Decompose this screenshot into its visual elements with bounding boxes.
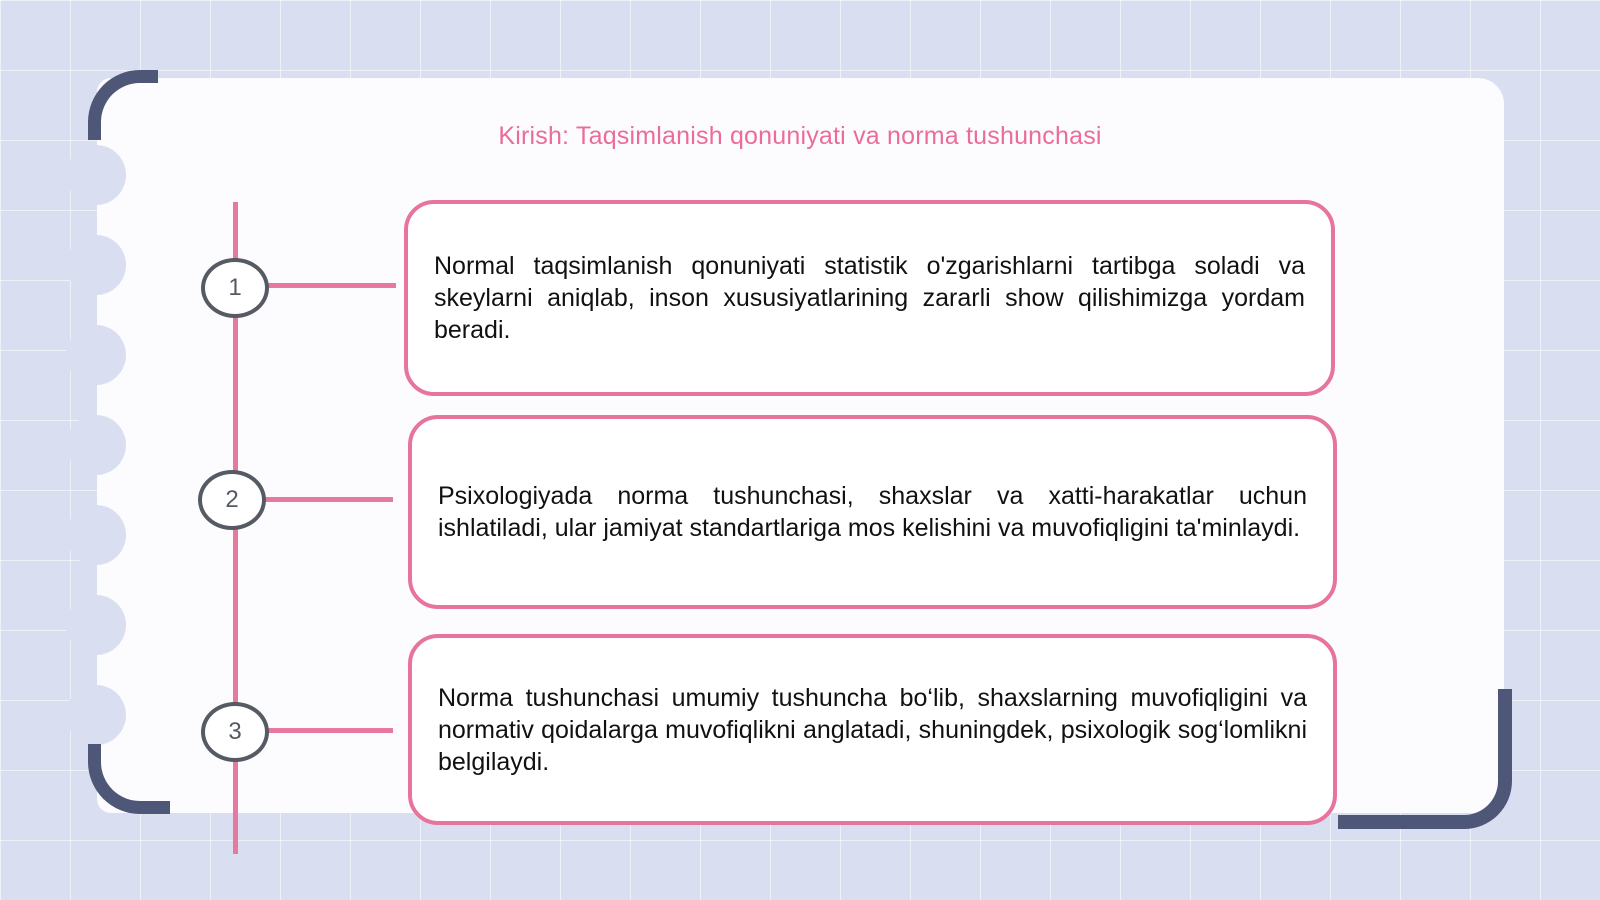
step-card: [404, 200, 1335, 396]
step-text: Normal taqsimlanish qonuniyati statistik o'zgarishlarni tartibga soladi va skeylarni aniqlab, inson xususiyatlarining zararli show qilishimizga yordam beradi.: [434, 252, 1305, 344]
step-connector: [263, 497, 393, 502]
step-card: [408, 634, 1337, 825]
card-edge-notch: [66, 595, 126, 655]
card-edge-notch: [66, 505, 126, 565]
step-connector: [266, 283, 396, 288]
step-number-badge: [201, 258, 269, 318]
step-text: Norma tushunchasi umumiy tushuncha bo‘lib, shaxslarning muvofiqligini va normativ qoidalarga muvofiqlikni anglatadi, shuningdek, psixologik sog‘lomlikni belgilaydi.: [438, 683, 1307, 776]
card-edge-notch: [66, 415, 126, 475]
step-card: [408, 415, 1337, 609]
step-number-badge: [198, 470, 266, 530]
step-text: Psixologiyada norma tushunchasi, shaxslar va xatti-harakatlar uchun ishlatiladi, ular jamiyat standartlariga mos kelishini va muvofiqligini ta'minlaydi.: [438, 482, 1307, 542]
step-number: 1: [228, 274, 242, 301]
card-edge-notch: [66, 235, 126, 295]
step-number: 3: [228, 718, 242, 745]
card-edge-notch: [66, 325, 126, 385]
card-edge-notch: [66, 685, 126, 745]
frame-corner-bottom-right: [1338, 689, 1512, 829]
slide-title: Kirish: Taqsimlanish qonuniyati va norma tushunchasi: [498, 122, 1102, 150]
step-number-badge: [201, 702, 269, 762]
step-connector: [266, 728, 393, 733]
step-number: 2: [225, 486, 239, 513]
card-edge-notch: [66, 145, 126, 205]
